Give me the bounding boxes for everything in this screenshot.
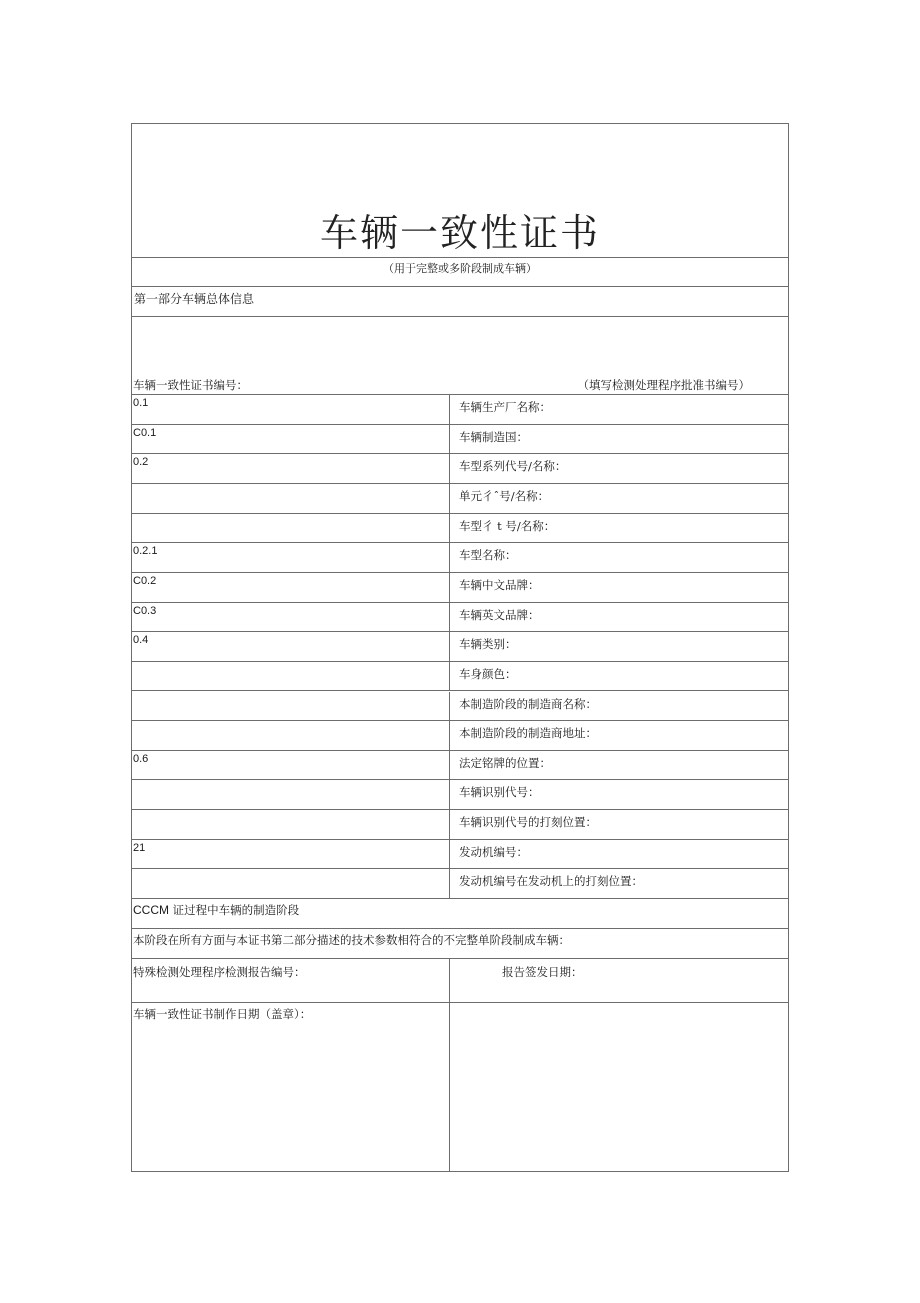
code-cell bbox=[132, 425, 450, 454]
code-cell bbox=[132, 751, 450, 780]
item-label: 车型彳 t 号/名称： bbox=[459, 518, 556, 533]
item-code: 0.2.1 bbox=[133, 545, 158, 558]
table-row bbox=[132, 395, 788, 425]
table-row bbox=[132, 425, 788, 455]
part-one-heading: 第一部分车辆总体信息 bbox=[134, 292, 255, 306]
table-row bbox=[132, 751, 788, 781]
cccm-text: 证过程中车辆的制造阶段 bbox=[169, 903, 300, 917]
item-code: 0.4 bbox=[133, 634, 149, 647]
stage-statement: 本阶段在所有方面与本证书第二部分描述的技术参数相符合的不完整单阶段制成车辆： bbox=[133, 933, 570, 947]
table-row bbox=[132, 840, 788, 870]
item-label: 本制造阶段的制造商地址： bbox=[459, 726, 597, 741]
table-row bbox=[132, 721, 788, 751]
table-row bbox=[132, 692, 788, 722]
item-label: 车辆类别： bbox=[459, 637, 517, 652]
table-row bbox=[132, 869, 788, 899]
item-code: C0.2 bbox=[133, 574, 157, 587]
item-label: 车辆中文品牌： bbox=[459, 577, 540, 592]
item-label: 发动机编号： bbox=[459, 844, 528, 859]
cert-number-label: 车辆一致性证书编号： bbox=[133, 378, 248, 392]
code-cell bbox=[132, 632, 450, 661]
document-subtitle: （用于完整或多阶段制成车辆） bbox=[383, 262, 537, 275]
table-row bbox=[132, 810, 788, 840]
item-label: 车型系列代号/名称： bbox=[459, 459, 567, 474]
table-row bbox=[132, 484, 788, 514]
conformity-certificate-form bbox=[131, 123, 789, 1172]
table-row bbox=[132, 780, 788, 810]
code-cell bbox=[132, 573, 450, 602]
code-cell bbox=[132, 721, 450, 750]
table-row bbox=[132, 603, 788, 633]
item-label: 车辆英文品牌： bbox=[459, 607, 540, 622]
item-code: 21 bbox=[133, 841, 146, 854]
code-cell bbox=[132, 810, 450, 839]
code-cell bbox=[132, 840, 450, 869]
table-row bbox=[132, 573, 788, 603]
cccm-stage-text bbox=[133, 902, 299, 918]
item-label: 车辆识别代号： bbox=[459, 785, 540, 800]
item-code: 0.1 bbox=[133, 397, 149, 409]
special-report-label: 特殊检测处理程序检测报告编号： bbox=[133, 965, 306, 979]
item-label: 车型名称： bbox=[459, 548, 517, 563]
document-title: 车辆一致性证书 bbox=[319, 211, 600, 256]
title-section bbox=[132, 124, 788, 258]
subtitle-section bbox=[132, 258, 788, 287]
part-one-section bbox=[132, 287, 788, 317]
stage-statement-row bbox=[132, 929, 788, 959]
item-label: 本制造阶段的制造商名称： bbox=[459, 696, 597, 711]
item-code: C0.3 bbox=[133, 604, 157, 617]
cccm-prefix: CCCM bbox=[133, 903, 169, 917]
item-label: 车身颜色： bbox=[459, 666, 517, 681]
code-cell bbox=[132, 543, 450, 572]
cert-date-cell bbox=[132, 1003, 450, 1171]
cccm-stage-row bbox=[132, 899, 788, 929]
report-date-label: 报告签发日期： bbox=[502, 965, 583, 979]
item-label: 车辆制造国： bbox=[459, 429, 528, 444]
table-row bbox=[132, 632, 788, 662]
code-cell bbox=[132, 484, 450, 513]
code-cell bbox=[132, 454, 450, 483]
cert-date-row bbox=[132, 1003, 788, 1171]
item-code: C0.1 bbox=[133, 426, 157, 439]
cert-number-section bbox=[132, 317, 788, 395]
item-code: 0.2 bbox=[133, 456, 149, 469]
item-label: 单元彳ˆ号/名称： bbox=[459, 488, 550, 503]
item-code: 0.6 bbox=[133, 752, 149, 765]
code-cell bbox=[132, 395, 450, 424]
item-label: 车辆生产厂名称： bbox=[459, 400, 551, 414]
code-cell bbox=[132, 514, 450, 543]
item-label: 法定铭牌的位置： bbox=[459, 755, 551, 770]
code-cell bbox=[132, 780, 450, 809]
special-report-row bbox=[132, 959, 788, 1003]
code-cell bbox=[132, 603, 450, 632]
item-label: 车辆识别代号的打刻位置： bbox=[459, 815, 597, 830]
table-row bbox=[132, 514, 788, 544]
cert-date-label: 车辆一致性证书制作日期（盖章）： bbox=[133, 1007, 312, 1021]
table-row bbox=[132, 662, 788, 692]
table-row bbox=[132, 454, 788, 484]
cert-number-note: （填写检测处理程序批准书编号） bbox=[577, 378, 750, 392]
code-cell bbox=[132, 662, 450, 691]
code-cell bbox=[132, 869, 450, 898]
code-cell bbox=[132, 692, 450, 721]
table-row bbox=[132, 543, 788, 573]
item-label: 发动机编号在发动机上的打刻位置： bbox=[459, 874, 643, 889]
